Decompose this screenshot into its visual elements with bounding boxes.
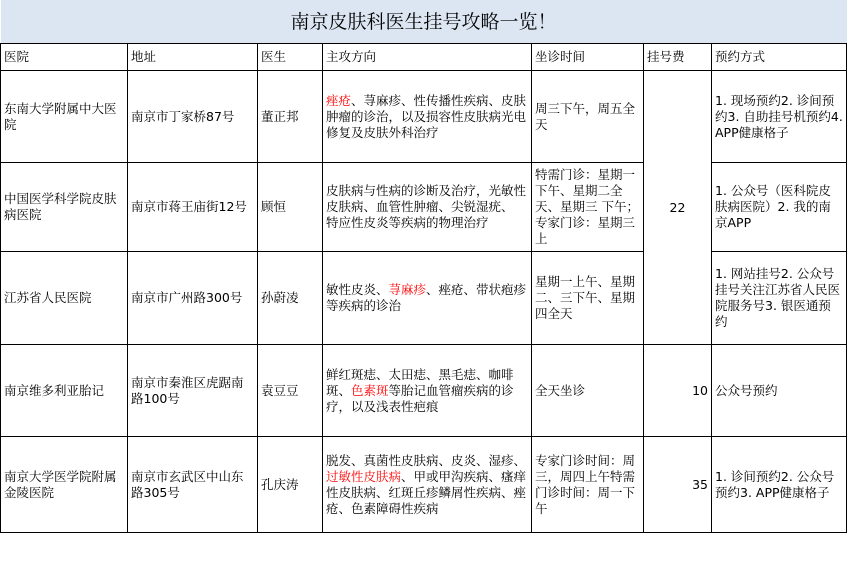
focus-text: 、甲或甲沟疾病、瘙痒性皮肤病、红斑丘疹鳞屑性疾病、痤疮、色素障碍性疾病 <box>326 468 527 516</box>
header-focus[interactable]: 主攻方向 <box>323 44 532 71</box>
header-booking[interactable]: 预约方式 <box>712 44 847 71</box>
cell-focus[interactable] <box>323 252 532 345</box>
focus-text: 鲜红斑痣、太田痣、黑毛痣、咖啡斑、 <box>326 366 514 398</box>
table-row <box>1 437 847 533</box>
focus-highlight: 痤疮 <box>326 92 352 108</box>
cell-booking[interactable]: 1. 公众号（医科院皮肤病医院）2. 我的南京APP <box>712 163 847 252</box>
cell-address[interactable]: 南京市玄武区中山东路305号 <box>128 437 258 533</box>
cell-doctor[interactable]: 孙蔚凌 <box>258 252 323 345</box>
cell-fee-shared[interactable]: 22 <box>644 71 712 345</box>
header-hospital[interactable]: 医院 <box>1 44 128 71</box>
cell-time[interactable]: 星期一上午、星期二、三下午、星期四全天 <box>532 252 644 345</box>
cell-hospital[interactable]: 南京维多利亚胎记 <box>1 345 128 437</box>
cell-hospital[interactable]: 江苏省人民医院 <box>1 252 128 345</box>
cell-hospital[interactable]: 东南大学附属中大医院 <box>1 71 128 163</box>
cell-time[interactable]: 特需门诊：星期一下午、星期二全天、星期三 下午；专家门诊：星期三上 <box>532 163 644 252</box>
focus-highlight: 色素斑 <box>351 382 389 398</box>
focus-text: 、痤疮、带状疱疹等疾病的诊治 <box>326 282 527 313</box>
table-row <box>1 71 847 163</box>
cell-address[interactable]: 南京市秦淮区虎踞南路100号 <box>128 345 258 437</box>
cell-time[interactable]: 专家门诊时间：周三，周四上午特需门诊时间：周一下午 <box>532 437 644 533</box>
focus-text: 脱发、真菌性皮肤病、皮炎、湿疹、 <box>326 452 527 468</box>
header-address[interactable]: 地址 <box>128 44 258 71</box>
cell-focus[interactable] <box>323 437 532 533</box>
cell-booking[interactable]: 1. 诊间预约2. 公众号预约3. APP健康格子 <box>712 437 847 533</box>
cell-time[interactable]: 周三下午，周五全天 <box>532 71 644 163</box>
cell-booking[interactable]: 1. 网站挂号2. 公众号挂号关注江苏省人民医院服务号3. 银医通预约 <box>712 252 847 345</box>
header-row <box>1 44 847 71</box>
cell-doctor[interactable]: 孔庆涛 <box>258 437 323 533</box>
focus-highlight: 过敏性皮肤病 <box>326 468 402 484</box>
header-doctor[interactable]: 医生 <box>258 44 323 71</box>
cell-fee[interactable]: 10 <box>644 345 712 437</box>
cell-doctor[interactable]: 袁豆豆 <box>258 345 323 437</box>
page-title: 南京皮肤科医生挂号攻略一览！ <box>1 0 847 44</box>
cell-address[interactable]: 南京市蒋王庙街12号 <box>128 163 258 252</box>
focus-text: 、荨麻疹、性传播性疾病、皮肤肿瘤的诊治，以及损容性皮肤病光电修复及皮肤外科治疗 <box>326 92 527 140</box>
cell-fee[interactable]: 35 <box>644 437 712 533</box>
cell-time[interactable]: 全天坐诊 <box>532 345 644 437</box>
table-row <box>1 163 847 252</box>
header-fee[interactable]: 挂号费 <box>644 44 712 71</box>
focus-text: 等胎记血管瘤疾病的诊疗，以及浅表性疤痕 <box>326 382 514 414</box>
cell-doctor[interactable]: 顾恒 <box>258 163 323 252</box>
cell-address[interactable]: 南京市广州路300号 <box>128 252 258 345</box>
cell-focus[interactable] <box>323 345 532 437</box>
focus-highlight: 荨麻疹 <box>388 282 427 297</box>
cell-hospital[interactable]: 南京大学医学院附属金陵医院 <box>1 437 128 533</box>
cell-booking[interactable]: 1. 现场预约2. 诊间预约3. 自助挂号机预约4. APP健康格子 <box>712 71 847 163</box>
table-row <box>1 252 847 345</box>
cell-address[interactable]: 南京市丁家桥87号 <box>128 71 258 163</box>
cell-booking[interactable]: 公众号预约 <box>712 345 847 437</box>
cell-focus[interactable] <box>323 71 532 163</box>
cell-doctor[interactable]: 董正邦 <box>258 71 323 163</box>
header-time[interactable]: 坐诊时间 <box>532 44 644 71</box>
table-row <box>1 345 847 437</box>
cell-focus[interactable]: 皮肤病与性病的诊断及治疗，光敏性皮肤病、血管性肿瘤、尖锐湿疣、 特应性皮炎等疾病的物理治疗 <box>323 163 532 252</box>
focus-text: 敏性皮炎、 <box>326 282 389 297</box>
cell-hospital[interactable]: 中国医学科学院皮肤病医院 <box>1 163 128 252</box>
